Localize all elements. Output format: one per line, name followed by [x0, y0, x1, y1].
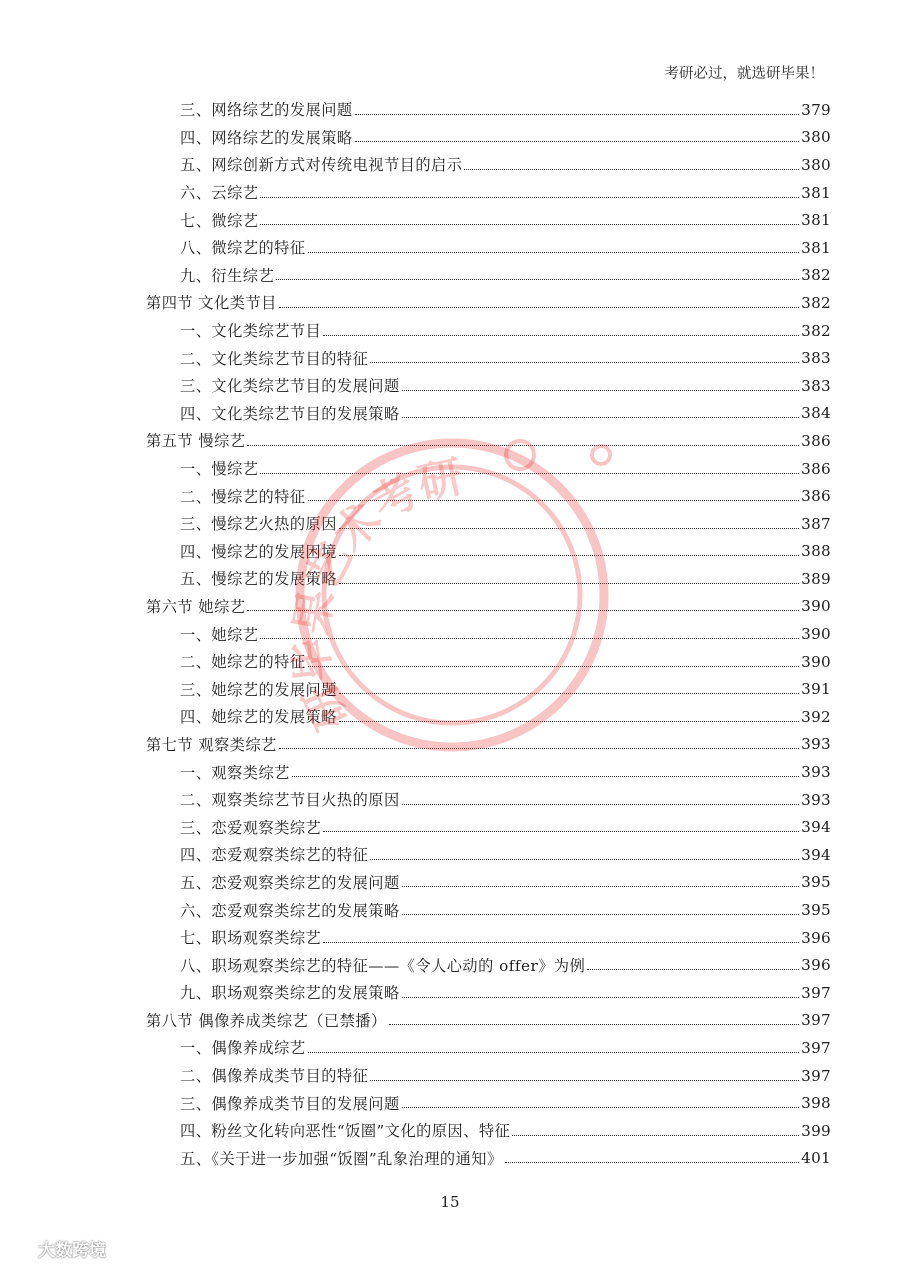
toc-entry-page: 393	[801, 763, 831, 782]
toc-subentry	[146, 124, 831, 152]
toc-subentry	[146, 758, 831, 786]
toc-entry-page: 387	[801, 514, 831, 533]
toc-subentry	[146, 786, 831, 814]
toc-entry-title: 九、职场观察类综艺的发展策略	[180, 984, 400, 1003]
toc-leader-dots	[279, 298, 799, 308]
toc-entry-title: 三、她综艺的发展问题	[180, 680, 337, 699]
toc-entry-title: 一、她综艺	[180, 625, 259, 644]
toc-subentry	[146, 813, 831, 841]
toc-entry-page: 389	[801, 569, 831, 588]
toc-entry-page: 386	[801, 459, 831, 478]
toc-entry-title: 第五节 慢综艺	[146, 432, 246, 451]
toc-subentry	[146, 262, 831, 290]
toc-leader-dots	[308, 1043, 800, 1053]
toc-subentry	[146, 1145, 831, 1173]
toc-entry-page: 397	[801, 1038, 831, 1057]
toc-subentry	[146, 96, 831, 124]
toc-entry-page: 398	[801, 1094, 831, 1113]
toc-entry-page: 392	[801, 707, 831, 726]
toc-leader-dots	[402, 795, 799, 805]
toc-entry-title: 三、慢综艺火热的原因	[180, 515, 337, 534]
toc-subentry	[146, 703, 831, 731]
toc-subentry	[146, 482, 831, 510]
toc-entry-page: 393	[801, 735, 831, 754]
toc-leader-dots	[308, 491, 800, 501]
toc-entry-title: 五、《关于进一步加强“饭圈”乱象治理的通知》	[180, 1149, 503, 1168]
toc-subentry	[146, 206, 831, 234]
toc-section-entry	[146, 593, 831, 621]
toc-leader-dots	[276, 270, 799, 280]
toc-leader-dots	[389, 1015, 799, 1025]
toc-leader-dots	[247, 436, 799, 446]
toc-section-entry	[146, 1007, 831, 1035]
toc-entry-title: 三、恋爱观察类综艺	[180, 818, 322, 837]
toc-entry-page: 386	[801, 431, 831, 450]
toc-entry-title: 第七节 观察类综艺	[146, 735, 277, 754]
watermark-text: 研毕果艺术考研	[285, 451, 468, 738]
toc-entry-title: 第八节 偶像养成类综艺（已禁播）	[146, 1011, 387, 1030]
toc-subentry	[146, 344, 831, 372]
toc-entry-page: 396	[801, 956, 831, 975]
toc-subentry	[146, 317, 831, 345]
toc-subentry	[146, 565, 831, 593]
toc-entry-page: 391	[801, 680, 831, 699]
toc-entry-page: 382	[801, 293, 831, 312]
toc-entry-page: 381	[801, 183, 831, 202]
toc-leader-dots	[339, 546, 799, 556]
toc-entry-page: 388	[801, 542, 831, 561]
toc-entry-title: 六、云综艺	[180, 184, 259, 203]
toc-subentry	[146, 841, 831, 869]
toc-leader-dots	[260, 629, 799, 639]
toc-entry-page: 397	[801, 1066, 831, 1085]
toc-subentry	[146, 648, 831, 676]
toc-subentry	[146, 510, 831, 538]
toc-section-entry	[146, 289, 831, 317]
toc-entry-page: 383	[801, 376, 831, 395]
brand-name: 大数跨境	[38, 1241, 106, 1261]
toc-leader-dots	[370, 1071, 799, 1081]
toc-entry-title: 一、观察类综艺	[180, 763, 290, 782]
toc-subentry	[146, 372, 831, 400]
toc-subentry	[146, 538, 831, 566]
toc-entry-page: 380	[801, 155, 831, 174]
toc-leader-dots	[260, 215, 799, 225]
toc-subentry	[146, 179, 831, 207]
toc-subentry	[146, 234, 831, 262]
toc-entry-page: 396	[801, 928, 831, 947]
toc-leader-dots	[339, 519, 799, 529]
toc-entry-title: 七、职场观察类综艺	[180, 929, 322, 948]
toc-entry-title: 九、衍生综艺	[180, 266, 275, 285]
toc-leader-dots	[402, 1098, 799, 1108]
toc-leader-dots	[587, 960, 799, 970]
toc-entry-title: 四、慢综艺的发展困境	[180, 542, 337, 561]
toc-entry-page: 382	[801, 266, 831, 285]
toc-leader-dots	[339, 684, 799, 694]
toc-entry-title: 三、文化类综艺节目的发展问题	[180, 377, 400, 396]
toc-entry-title: 四、粉丝文化转向恶性“饭圈”文化的原因、特征	[180, 1122, 511, 1141]
toc-section-entry	[146, 731, 831, 759]
toc-entry-page: 390	[801, 652, 831, 671]
toc-entry-title: 二、慢综艺的特征	[180, 487, 306, 506]
toc-subentry	[146, 1034, 831, 1062]
toc-leader-dots	[308, 657, 800, 667]
toc-entry-page: 394	[801, 818, 831, 837]
toc-leader-dots	[402, 905, 799, 915]
toc-leader-dots	[505, 1153, 799, 1163]
table-of-contents	[146, 96, 831, 1172]
toc-entry-page: 390	[801, 625, 831, 644]
toc-entry-title: 八、微综艺的特征	[180, 239, 306, 258]
toc-entry-title: 二、文化类综艺节目的特征	[180, 349, 369, 368]
toc-leader-dots	[355, 105, 800, 115]
toc-leader-dots	[260, 464, 799, 474]
page-number: 15	[440, 1193, 460, 1211]
toc-entry-title: 三、网络综艺的发展问题	[180, 101, 353, 120]
toc-leader-dots	[339, 574, 799, 584]
header-slogan: 考研必过，就选研毕果！	[664, 66, 824, 82]
toc-leader-dots	[292, 767, 799, 777]
toc-entry-title: 五、慢综艺的发展策略	[180, 570, 337, 589]
toc-subentry	[146, 979, 831, 1007]
toc-entry-title: 五、恋爱观察类综艺的发展问题	[180, 873, 400, 892]
toc-entry-title: 一、慢综艺	[180, 460, 259, 479]
toc-subentry	[146, 951, 831, 979]
toc-subentry	[146, 1117, 831, 1145]
toc-entry-title: 第四节 文化类节目	[146, 294, 277, 313]
toc-leader-dots	[402, 988, 799, 998]
toc-entry-page: 395	[801, 873, 831, 892]
toc-leader-dots	[308, 243, 800, 253]
toc-leader-dots	[279, 739, 799, 749]
toc-entry-title: 五、网综创新方式对传统电视节目的启示	[180, 156, 463, 175]
toc-subentry	[146, 400, 831, 428]
toc-leader-dots	[512, 1126, 799, 1136]
toc-entry-title: 四、恋爱观察类综艺的特征	[180, 846, 369, 865]
toc-subentry	[146, 1089, 831, 1117]
toc-entry-title: 二、观察类综艺节目火热的原因	[180, 791, 400, 810]
toc-subentry	[146, 1062, 831, 1090]
toc-leader-dots	[464, 160, 799, 170]
toc-subentry	[146, 869, 831, 897]
toc-entry-page: 384	[801, 404, 831, 423]
toc-entry-page: 394	[801, 845, 831, 864]
toc-subentry	[146, 924, 831, 952]
toc-leader-dots	[402, 408, 799, 418]
toc-entry-page: 379	[801, 100, 831, 119]
toc-leader-dots	[402, 877, 799, 887]
toc-subentry	[146, 620, 831, 648]
toc-subentry	[146, 455, 831, 483]
toc-entry-title: 七、微综艺	[180, 211, 259, 230]
toc-entry-page: 393	[801, 790, 831, 809]
toc-entry-title: 三、偶像养成类节目的发展问题	[180, 1094, 400, 1113]
toc-entry-title: 四、她综艺的发展策略	[180, 708, 337, 727]
toc-leader-dots	[260, 188, 799, 198]
toc-entry-title: 二、偶像养成类节目的特征	[180, 1067, 369, 1086]
toc-leader-dots	[370, 850, 799, 860]
toc-entry-title: 第六节 她综艺	[146, 597, 246, 616]
toc-entry-page: 381	[801, 211, 831, 230]
toc-section-entry	[146, 427, 831, 455]
toc-entry-page: 401	[801, 1149, 831, 1168]
toc-entry-page: 395	[801, 901, 831, 920]
toc-entry-title: 二、她综艺的特征	[180, 653, 306, 672]
toc-entry-title: 四、文化类综艺节目的发展策略	[180, 404, 400, 423]
toc-leader-dots	[323, 822, 799, 832]
toc-entry-title: 四、网络综艺的发展策略	[180, 128, 353, 147]
toc-entry-title: 八、职场观察类综艺的特征——《令人心动的 offer》为例	[180, 956, 586, 975]
footer-brand	[8, 1236, 106, 1261]
toc-leader-dots	[247, 601, 799, 611]
toc-leader-dots	[402, 381, 799, 391]
toc-entry-page: 386	[801, 487, 831, 506]
toc-entry-title: 一、文化类综艺节目	[180, 322, 322, 341]
toc-entry-page: 390	[801, 597, 831, 616]
toc-subentry	[146, 151, 831, 179]
toc-leader-dots	[323, 933, 799, 943]
toc-entry-title: 六、恋爱观察类综艺的发展策略	[180, 901, 400, 920]
toc-subentry	[146, 896, 831, 924]
toc-entry-page: 397	[801, 983, 831, 1002]
toc-entry-page: 380	[801, 128, 831, 147]
toc-entry-page: 399	[801, 1121, 831, 1140]
toc-entry-page: 383	[801, 349, 831, 368]
toc-leader-dots	[355, 132, 800, 142]
toc-entry-page: 381	[801, 238, 831, 257]
toc-leader-dots	[323, 326, 799, 336]
toc-subentry	[146, 675, 831, 703]
toc-leader-dots	[370, 353, 799, 363]
toc-entry-page: 382	[801, 321, 831, 340]
toc-entry-page: 397	[801, 1011, 831, 1030]
toc-entry-title: 一、偶像养成综艺	[180, 1039, 306, 1058]
brand-logo-icon	[8, 1238, 34, 1260]
toc-leader-dots	[339, 712, 799, 722]
